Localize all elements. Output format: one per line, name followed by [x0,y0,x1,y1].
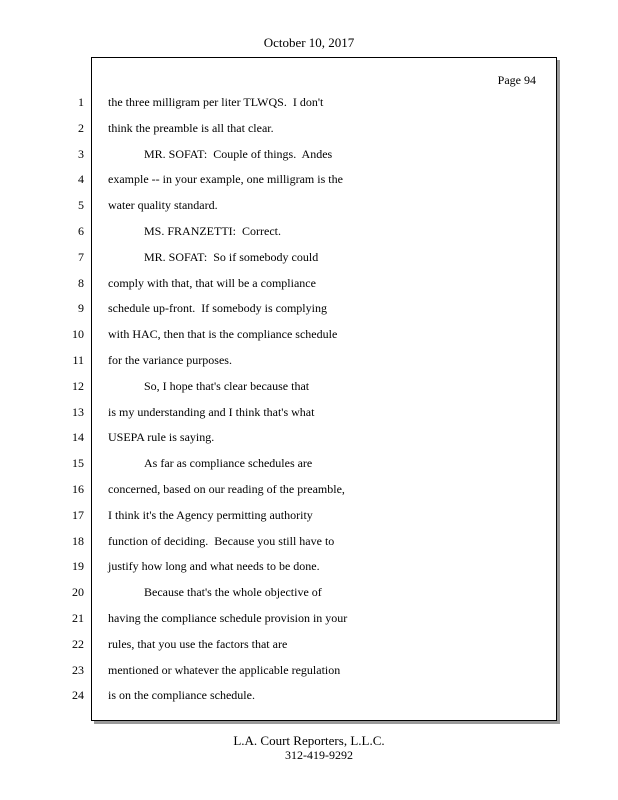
transcript-line: So, I hope that's clear because that [144,378,310,393]
line-number: 17 [72,507,84,522]
line-number: 23 [72,662,84,677]
transcript-line: MR. SOFAT: Couple of things. Andes [144,146,333,161]
transcript-line: example -- in your example, one milligram is the [108,172,343,187]
transcript-line: justify how long and what needs to be done. [108,559,320,574]
line-number: 1 [78,95,84,109]
line-number: 10 [72,327,84,342]
transcript-line: with HAC, then that is the compliance schedule [108,327,338,342]
line-number: 6 [78,223,84,238]
footer-company: L.A. Court Reporters, L.L.C. [233,733,385,748]
transcript-line: USEPA rule is saying. [108,430,215,445]
transcript-line: the three milligram per liter TLWQS. I don't [108,95,324,109]
transcript-line: is my understanding and I think that's what [108,404,315,419]
line-number: 7 [78,249,84,264]
transcript-line: water quality standard. [108,198,218,213]
transcript-text-column [108,95,548,714]
transcript-line: rules, that you use the factors that are [108,636,288,651]
line-number: 24 [72,688,84,703]
line-number: 19 [72,559,84,574]
footer-phone: 312-419-9292 [285,748,353,762]
transcript-line: having the compliance schedule provision in your [108,610,348,625]
transcript-line: is on the compliance schedule. [108,688,255,703]
transcript-line: function of deciding. Because you still have to [108,533,335,548]
line-number: 11 [72,352,84,367]
page-number: Page 94 [497,73,536,87]
transcript-line: I think it's the Agency permitting authority [108,507,313,522]
line-number: 3 [78,146,84,161]
line-number: 2 [78,120,84,135]
transcript-line: As far as compliance schedules are [144,456,313,471]
transcript-line: concerned, based on our reading of the preamble, [108,481,345,496]
transcript-line: Because that's the whole objective of [144,585,322,600]
transcript-line: MS. FRANZETTI: Correct. [144,223,281,238]
line-number-column [40,95,84,714]
line-number: 5 [78,198,84,213]
line-number: 18 [72,533,84,548]
line-number: 8 [78,275,84,290]
transcript-line: schedule up-front. If somebody is complying [108,301,327,316]
line-number: 13 [72,404,84,419]
transcript-line: comply with that, that will be a compliance [108,275,316,290]
line-number: 15 [72,456,84,471]
line-number: 22 [72,636,84,651]
line-number: 14 [72,430,84,445]
line-number: 21 [72,610,84,625]
transcript-line: MR. SOFAT: So if somebody could [144,249,319,264]
transcript-line: mentioned or whatever the applicable regulation [108,662,341,677]
header-date: October 10, 2017 [263,35,355,50]
line-number: 20 [72,585,84,600]
transcript-line: think the preamble is all that clear. [108,120,274,135]
line-number: 4 [78,172,84,187]
line-number: 9 [78,301,84,316]
line-number: 12 [72,378,84,393]
transcript-line: for the variance purposes. [108,352,232,367]
line-number: 16 [72,481,84,496]
